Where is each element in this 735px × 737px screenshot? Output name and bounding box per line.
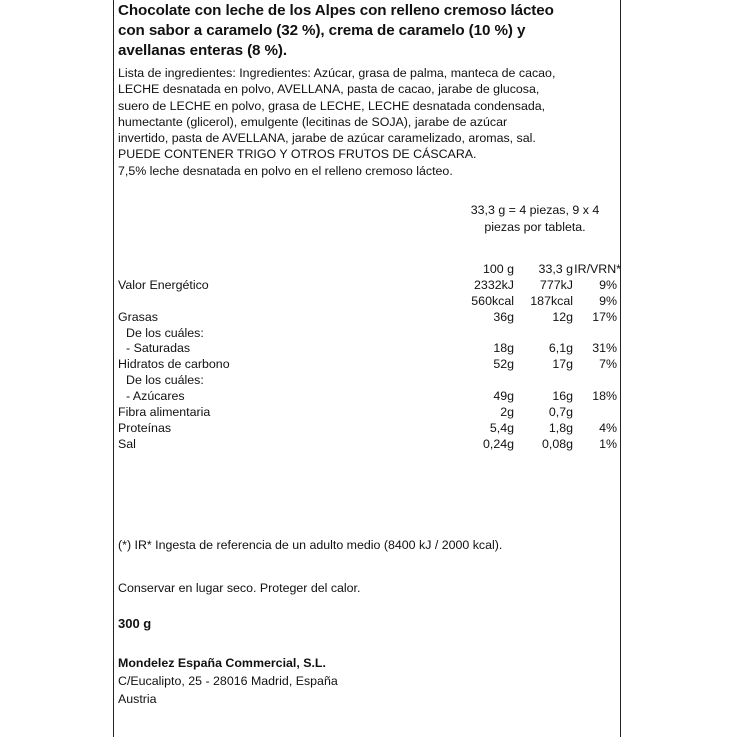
nutrition-row bbox=[118, 405, 618, 421]
portion-info bbox=[440, 202, 630, 236]
value-ir: 1% bbox=[599, 436, 617, 451]
value-per-100g: 560kcal bbox=[471, 293, 514, 308]
nutrient-label: - Azúcares bbox=[126, 389, 185, 404]
title-line: avellanas enteras (8 %). bbox=[118, 42, 287, 59]
ingredients-line: invertido, pasta de AVELLANA, jarabe de azúcar caramelizado, aromas, sal. bbox=[118, 131, 536, 146]
value-per-100g: 36g bbox=[493, 309, 514, 324]
value-per-100g: 0,24g bbox=[482, 436, 514, 451]
portion-line: 33,3 g = 4 piezas, 9 x 4 bbox=[470, 203, 600, 217]
product-title bbox=[118, 1, 618, 61]
value-per-portion: 17g bbox=[552, 357, 573, 372]
ingredients-line: LECHE desnatada en polvo, AVELLANA, pasta de cacao, jarabe de glucosa, bbox=[118, 82, 540, 97]
nutrition-row bbox=[118, 278, 618, 294]
nutrient-label: De los cuáles: bbox=[126, 373, 204, 388]
value-per-portion: 0,7g bbox=[548, 405, 573, 420]
value-per-portion: 187kcal bbox=[530, 293, 573, 308]
title-line: Chocolate con leche de los Alpes con relleno cremoso lácteo bbox=[118, 2, 554, 19]
value-per-portion: 1,8g bbox=[548, 420, 573, 435]
nutrition-row bbox=[118, 421, 618, 437]
value-ir: 18% bbox=[592, 389, 617, 404]
ingredients-line: 7,5% leche desnatada en polvo en el relleno cremoso lácteo. bbox=[118, 163, 453, 178]
nutrition-row bbox=[118, 341, 618, 357]
header-per-portion: 33,3 g bbox=[538, 262, 573, 276]
nutrient-label: Hidratos de carbono bbox=[118, 357, 230, 372]
company-address: C/Eucalipto, 25 - 28016 Madrid, España bbox=[118, 674, 338, 688]
value-per-100g: 52g bbox=[493, 357, 514, 372]
nutrition-row bbox=[118, 437, 618, 453]
company-name: Mondelez España Commercial, S.L. bbox=[118, 656, 326, 670]
ingredients-line: PUEDE CONTENER TRIGO Y OTROS FRUTOS DE CÁSCARA. bbox=[118, 147, 477, 162]
nutrient-label: - Saturadas bbox=[126, 341, 191, 356]
ingredients-line: suero de LECHE en polvo, grasa de LECHE, LECHE desnatada condensada, bbox=[118, 98, 546, 113]
nutrition-table bbox=[118, 262, 621, 453]
value-per-portion: 777kJ bbox=[539, 277, 573, 292]
company-info bbox=[118, 654, 338, 708]
nutrition-header-row bbox=[118, 262, 621, 278]
nutrition-row bbox=[118, 294, 618, 310]
portion-line: piezas por tableta. bbox=[484, 220, 586, 234]
nutrition-row bbox=[118, 310, 618, 326]
ir-footnote: (*) IR* Ingesta de referencia de un adulto medio (8400 kJ / 2000 kcal). bbox=[118, 538, 503, 552]
net-weight: 300 g bbox=[118, 616, 152, 631]
value-ir: 9% bbox=[599, 293, 617, 308]
nutrition-row bbox=[118, 357, 618, 373]
nutrient-label: Valor Energético bbox=[118, 277, 209, 292]
value-ir: 17% bbox=[592, 309, 617, 324]
nutrient-label: Grasas bbox=[118, 309, 158, 324]
value-per-portion: 0,08g bbox=[541, 436, 573, 451]
value-ir: 31% bbox=[592, 341, 617, 356]
nutrition-row bbox=[118, 326, 618, 342]
ingredients-list bbox=[118, 65, 618, 179]
value-per-portion: 12g bbox=[552, 309, 573, 324]
ingredients-line: Lista de ingredientes: Ingredientes: Azúcar, grasa de palma, manteca de cacao, bbox=[118, 66, 556, 80]
value-per-portion: 16g bbox=[552, 389, 573, 404]
ingredients-line: humectante (glicerol), emulgente (lecitinas de SOJA), jarabe de azúcar bbox=[118, 114, 508, 129]
title-line: con sabor a caramelo (32 %), crema de caramelo (10 %) y bbox=[118, 22, 526, 39]
value-ir: 9% bbox=[599, 277, 617, 292]
value-ir: 4% bbox=[599, 420, 617, 435]
nutrition-row bbox=[118, 373, 618, 389]
value-per-portion: 6,1g bbox=[548, 341, 573, 356]
value-per-100g: 2332kJ bbox=[474, 277, 514, 292]
nutrient-label: Fibra alimentaria bbox=[118, 405, 211, 420]
company-country: Austria bbox=[118, 692, 157, 706]
storage-instructions: Conservar en lugar seco. Proteger del calor. bbox=[118, 581, 361, 595]
value-per-100g: 49g bbox=[493, 389, 514, 404]
nutrient-label: Proteínas bbox=[118, 420, 172, 435]
nutrient-label: De los cuáles: bbox=[126, 325, 204, 340]
value-per-100g: 5,4g bbox=[489, 420, 514, 435]
value-per-100g: 2g bbox=[500, 405, 514, 420]
value-ir: 7% bbox=[599, 357, 617, 372]
nutrition-row bbox=[118, 389, 618, 405]
nutrient-label: Sal bbox=[118, 436, 136, 451]
header-ir: IR/VRN* bbox=[574, 262, 621, 276]
header-per-100g: 100 g bbox=[482, 262, 514, 276]
value-per-100g: 18g bbox=[493, 341, 514, 356]
